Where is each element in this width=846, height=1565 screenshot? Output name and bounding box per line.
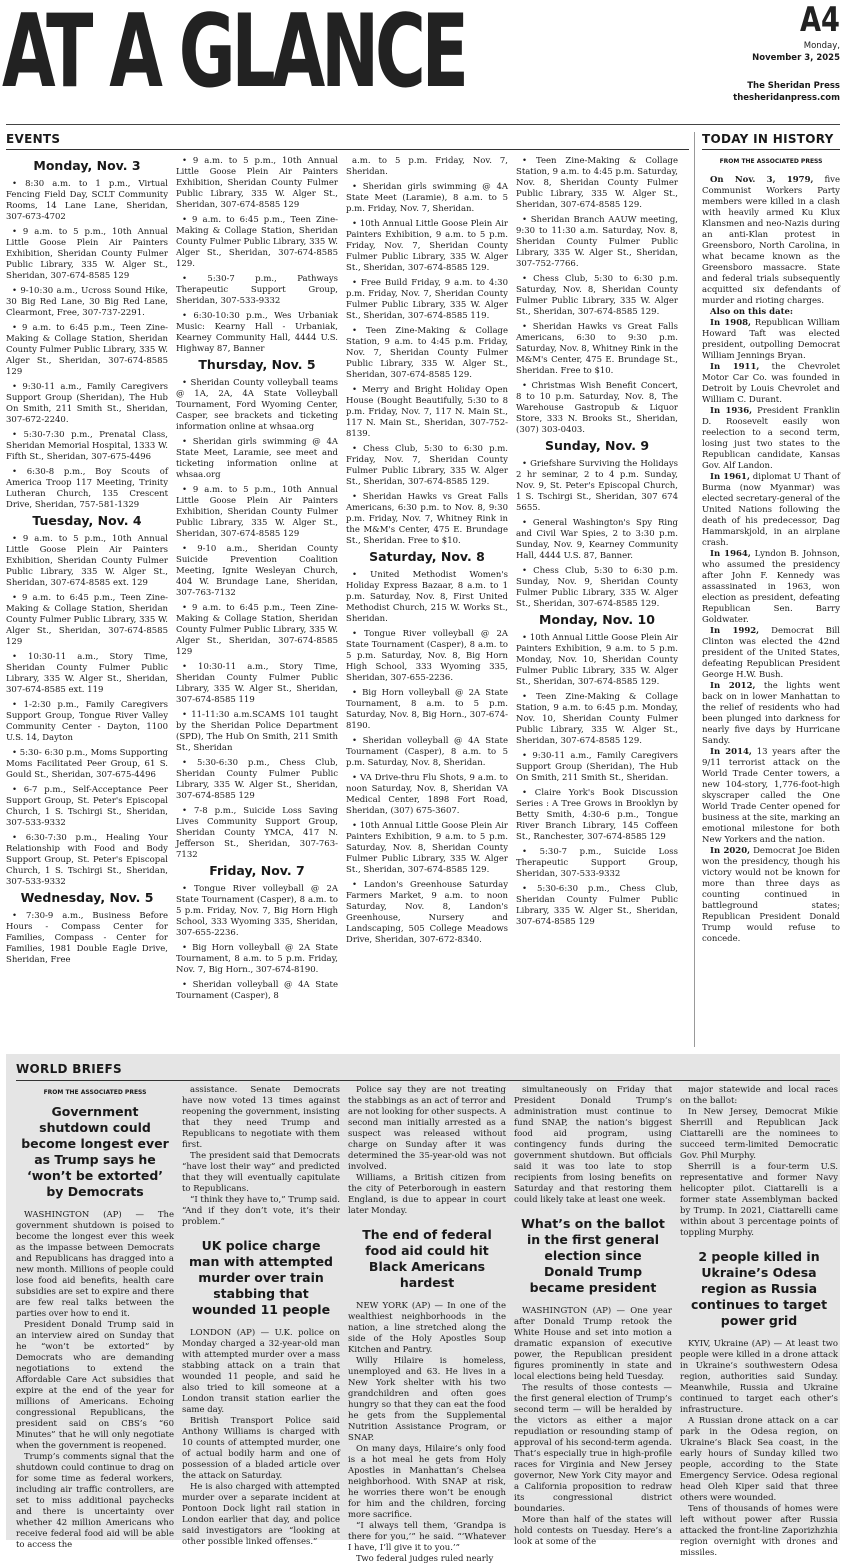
event-item: • United Methodist Women's Holiday Express Bazaar, 8 a.m. to 1 p.m. Saturday, Nov. 8, First United Methodist Church, 215 W. Works St., Sheridan.: [346, 570, 508, 624]
history-entry-text: the lights went back on in lower Manhattan to the relief of residents who had been plunged into darkness for nearly five days by Hurricane Sandy.: [702, 681, 841, 746]
brief-body: [182, 1085, 340, 1228]
day-heading: Thursday, Nov. 5: [198, 357, 316, 372]
history-entry: [702, 846, 840, 945]
event-item: • Chess Club, 5:30 to 6:30 p.m. Sunday, Nov. 9, Sheridan County Fulmer Public Library, 335 W. Alger St., Sheridan, 307-674-8585 129.: [516, 566, 678, 609]
history-entry-year: In 1964,: [710, 549, 751, 559]
issue-day: Monday,: [803, 41, 840, 51]
event-list: [176, 884, 338, 1002]
event-list: [176, 156, 338, 355]
event-item: • 6:30-10:30 p.m., Wes Urbaniak Music: Kearny Hall - Urbaniak, Kearney Community Hall, 4444 U.S. Highway 87, Banner: [176, 311, 338, 354]
event-list: [516, 459, 678, 610]
history-lead: [702, 175, 840, 307]
event-item: • 10th Annual Little Goose Plein Air Painters Exhibition, 9 a.m. to 5 p.m. Saturday, Nov. 8, Sheridan County Fulmer Public Library, 335 W. Alger St., Sheridan, 307-674-8585 129.: [346, 821, 508, 875]
event-item: • Sheridan girls swimming @ 4A State Meet, Laramie, see meet and ticketing information online at whsaa.org: [176, 437, 338, 480]
briefs-byline: FROM THE ASSOCIATED PRESS: [43, 1089, 147, 1096]
event-item: • 5:30-6:30 p.m., Chess Club, Sheridan County Fulmer Public Library, 335 W. Alger St., Sheridan, 307-674-8585 129: [176, 758, 338, 801]
event-item: • 5:30-6:30 p.m., Chess Club, Sheridan County Fulmer Public Library, 335 W. Alger St., Sheridan, 307-674-8585 129: [516, 884, 678, 927]
history-entry-text: diplomat U Thant of Burma (now Myanmar) was elected secretary-general of the United Nations following the death of his predecessor, Dag Hammarskjold, in an airplane crash.: [702, 472, 841, 548]
event-item: • Sheridan Branch AAUW meeting, 9:30 to 11:30 a.m. Saturday, Nov. 8, Sheridan County Fulmer Public Library, 335 W. Alger St., Sheridan, 307-752-7766.: [516, 215, 678, 269]
event-item: • Sheridan County volleyball teams @ 1A, 2A, 4A State Volleyball Tournament, Ford Wyoming Center, Casper, see brackets and ticketing information online at whsaa.org: [176, 378, 338, 432]
brief-paragraph: simultaneously on Friday that President Donald Trump’s administration must continue to fund SNAP, the nation’s biggest food aid program, using contingency funds during the government shutdown. But officials said it was too late to stop recipients from losing benefits on Saturday and that restoring them could likely take at least one week.: [514, 1085, 672, 1205]
brief-paragraph: NEW YORK (AP) — In one of the wealthiest neighborhoods in the nation, a line stretched along the side of the Holy Apostles Soup Kitchen and Pantry.: [348, 1301, 506, 1355]
event-list: [346, 570, 508, 946]
brief-paragraph: Two federal judges ruled nearly: [356, 1554, 494, 1564]
event-item: • Chess Club, 5:30 to 6:30 p.m. Saturday, Nov. 8, Sheridan County Fulmer Public Library, 335 W. Alger St., Sheridan, 307-674-8585 129.: [516, 274, 678, 317]
brief-body: [16, 1210, 174, 1551]
brief-paragraph: assistance. Senate Democrats have now voted 13 times against reopening the government, insisting that they need Trump and Republicans to negotiate with them first.: [182, 1085, 340, 1150]
events-column-3: [346, 156, 508, 950]
brief-column-2: [182, 1085, 340, 1548]
event-item: • Big Horn volleyball @ 2A State Tournament, 8 a.m. to 5 p.m. Saturday, Nov. 8, Big Horn., 307-674-8190.: [346, 688, 508, 731]
history-entry: [702, 549, 840, 626]
brief-body: [514, 1306, 672, 1548]
event-item: • 5:30-7:30 p.m., Prenatal Class, Sheridan Memorial Hospital, 1333 W. Fifth St., Sheridan, 307-675-4496: [6, 430, 168, 462]
brief-paragraph: LONDON (AP) — U.K. police on Monday charged a 32-year-old man with attempted murder over a mass stabbing attack on a train that wounded 11 people, and said he also tried to kill someone at a London transit station earlier the same day.: [182, 1328, 340, 1415]
event-item: • 9-10:30 a.m., Ucross Sound Hike, 30 Big Red Lane, 30 Big Red Lane, Clearmont, Free, 307-737-2291.: [6, 286, 168, 318]
event-item: • Free Build Friday, 9 a.m. to 4:30 p.m. Friday, Nov. 7, Sheridan County Fulmer Public Library, 335 W. Alger St., Sheridan, 307-674-8585 119.: [346, 278, 508, 321]
publication: [733, 80, 840, 104]
history-entry-year: In 2012,: [710, 681, 756, 691]
event-list: [6, 911, 168, 966]
history-entry: [702, 681, 840, 747]
history-entry-year: In 2014,: [710, 747, 752, 757]
event-item: • Sheridan volleyball @ 4A State Tournament (Casper), 8 a.m. to 5 p.m. Saturday, Nov. 8, Sheridan.: [346, 736, 508, 768]
event-item: • 9-10 a.m., Sheridan County Suicide Prevention Coalition Meeting, Ignite Wesleyan Church, 404 W. Brundage Lane, Sheridan, 307-763-7132: [176, 544, 338, 598]
events-column-1: [6, 156, 168, 970]
history-entry-year: In 1961,: [710, 472, 750, 482]
day-heading: Monday, Nov. 10: [539, 612, 655, 627]
masthead-rule: [6, 124, 840, 125]
event-item: • Big Horn volleyball @ 2A State Tournament, 8 a.m. to 5 p.m. Friday, Nov. 7, Big Horn., 307-674-8190.: [176, 943, 338, 975]
event-item: • 9 a.m. to 6:45 p.m., Teen Zine-Making & Collage Station, Sheridan County Fulmer Public Library, 335 W. Alger St., Sheridan, 307-674-8585 129: [6, 593, 168, 647]
history-entry-year: In 1936,: [710, 406, 753, 416]
event-item: • 9 a.m. to 6:45 p.m., Teen Zine-Making & Collage Station, Sheridan County Fulmer Public Library, 335 W. Alger St., Sheridan, 307-674-8585 129.: [176, 215, 338, 269]
event-item: • 9:30-11 a.m., Family Caregivers Support Group (Sheridan), The Hub On Smith, 211 Smith St., Sheridan.: [516, 751, 678, 783]
event-item: • Sheridan girls swimming @ 4A State Meet (Laramie), 8 a.m. to 5 p.m. Friday, Nov. 7, Sheridan.: [346, 182, 508, 214]
brief-body: [680, 1339, 838, 1559]
day-heading: Tuesday, Nov. 4: [32, 513, 142, 528]
event-item: • 10:30-11 a.m., Story Time, Sheridan County Fulmer Public Library, 335 W. Alger St., Sheridan, 307-674-8585 119: [176, 662, 338, 705]
events-header: EVENTS: [6, 132, 689, 150]
event-item: • 10th Annual Little Goose Plein Air Painters Exhibition, 9 a.m. to 5 p.m. Monday, Nov. 10, Sheridan County Fulmer Public Library, 335 W. Alger St., Sheridan, 307-674-8585 129.: [516, 633, 678, 687]
event-item: a.m. to 5 p.m. Friday, Nov. 7, Sheridan.: [346, 156, 508, 177]
day-heading: Saturday, Nov. 8: [369, 549, 485, 564]
event-list: [346, 156, 508, 547]
history-entry-text: Lyndon B. Johnson, who assumed the presidency after John F. Kennedy was assassinated in 1963, won election as president, defeating Republican Sen. Barry Goldwater.: [702, 549, 840, 625]
history-entry-year: In 2020,: [710, 846, 751, 856]
brief-paragraph: The results of those contests — the first general election of Trump’s second term — will be heralded by the victors as either a major repudiation or resounding stamp of approval of his second-term agenda. That’s especially true in high-profile races for Virginia and New Jersey governor, New York City mayor and a California proposition to redraw its congressional district boundaries.: [514, 1383, 672, 1514]
events-section: [6, 132, 689, 1047]
brief-column-1: [16, 1085, 174, 1551]
history-entry: [702, 472, 840, 549]
column-divider: [694, 132, 695, 1047]
event-item: • 9 a.m. to 5 p.m., 10th Annual Little Goose Plein Air Painters Exhibition, Sheridan County Fulmer Public Library, 335 W. Alger St., Sheridan, 307-674-8585 129: [6, 227, 168, 281]
event-list: [6, 179, 168, 511]
event-item: • Sheridan Hawks vs Great Falls Americans, 6:30 to 9:30 p.m. Saturday, Nov. 8, Whitney Rink in the M&M's Center, 475 E. Brundage St., Sheridan. Free to $10.: [516, 322, 678, 376]
history-entry-year: In 1908,: [710, 318, 751, 328]
brief-paragraph: A Russian drone attack on a car park in the Odesa region, on Ukraine’s Black Sea coast, in the early hours of Sunday killed two people, according to the State Emergency Service. Odesa regional head Oleh Kiper said that three others were wounded.: [680, 1416, 838, 1503]
brief-column-3: [348, 1085, 506, 1565]
history-body: [702, 175, 840, 945]
history-header: TODAY IN HISTORY: [702, 132, 840, 150]
event-item: • Merry and Bright Holiday Open House (Bought Beautifully, 5:30 to 8 p.m. Friday, Nov. 7, 117 N. Main St., 117 N. Main St., Sheridan, 307-752-8139.: [346, 385, 508, 439]
brief-body: [514, 1085, 672, 1206]
history-entry-text: Republican William Howard Taft was elected president, outpolling Democrat William Jennings Bryan.: [702, 318, 840, 361]
event-item: • Tongue River volleyball @ 2A State Tournament (Casper), 8 a.m. to 5 p.m. Friday, Nov. 7, Big Horn High School, 333 Wyoming 335, Sheridan, 307-655-2236.: [176, 884, 338, 938]
event-item: • 9:30-11 a.m., Family Caregivers Support Group (Sheridan), The Hub On Smith, 211 Smith St., Sheridan, 307-672-2240.: [6, 382, 168, 425]
brief-paragraph: Williams, a British citizen from the city of Peterborough in eastern England, is due to appear in court later Monday.: [348, 1173, 506, 1216]
history-entry-text: President Franklin D. Roosevelt easily won reelection to a second term, losing just two states to the Republican candidate, Kansas Gov. Alf Landon.: [702, 406, 840, 471]
event-item: • Teen Zine-Making & Collage Station, 9 a.m. to 4:45 p.m. Friday, Nov. 7, Sheridan County Fulmer Public Library, 335 W. Alger St., Sheridan, 307-674-8585 129.: [346, 326, 508, 380]
event-item: • 11-11:30 a.m.SCAMS 101 taught by the Sheridan Police Department (SPD), The Hub On Smith, 211 Smith St., Sheridan: [176, 710, 338, 753]
brief-paragraph: WASHINGTON (AP) — The government shutdown is poised to become the longest ever this week as the impasse between Democrats and Republicans has dragged into a new month. Millions of people could lose food aid benefits, health care subsidies are set to expire and there are few real talks between the parties over how to end it.: [16, 1210, 174, 1319]
event-item: • 5:30-7 p.m., Pathways Therapeutic Support Group, Sheridan, 307-533-9332: [176, 274, 338, 306]
event-list: [516, 633, 678, 928]
events-column-4: [516, 156, 678, 932]
brief-paragraph: Trump’s comments signal that the shutdown could continue to drag on for some time as federal workers, including air traffic controllers, are set to miss additional paychecks and there is uncertainty over whether 42 million Americans who receive federal food aid will be able to access the: [16, 1452, 174, 1550]
brief-body: [348, 1085, 506, 1217]
event-item: • Teen Zine-Making & Collage Station, 9 a.m. to 6:45 p.m. Monday, Nov. 10, Sheridan County Fulmer Public Library, 335 W. Alger St., Sheridan, 307-674-8585 129.: [516, 692, 678, 746]
issue-date-text: November 3, 2025: [752, 53, 840, 63]
brief-paragraph: WASHINGTON (AP) — One year after Donald Trump retook the White House and set into motion a dramatic expansion of executive power, the Republican president figures prominently in state and local elections being held Tuesday.: [514, 1306, 672, 1382]
history-entry-year: In 1911,: [710, 362, 760, 372]
event-item: • Landon's Greenhouse Saturday Farmers Market, 9 a.m. to noon Saturday, Nov. 8, Landon's Greenhouse, Nursery and Landscaping, 505 College Meadows Drive, Sheridan, 307-672-8340.: [346, 880, 508, 945]
day-heading: Wednesday, Nov. 5: [20, 890, 154, 905]
brief-paragraph: major statewide and local races on the ballot:: [680, 1085, 838, 1106]
event-item: • 10:30-11 a.m., Story Time, Sheridan County Fulmer Public Library, 335 W. Alger St., Sheridan, 307-674-8585 ext. 119: [6, 652, 168, 695]
history-entry-text: 13 years after the 9/11 terrorist attack on the World Trade Center towers, a new 104-story, 1,776-foot-high skyscraper called the One World Trade Center opened for business at the site, marking an emotional milestone for both New Yorkers and the nation.: [702, 747, 841, 845]
issue-date: [752, 40, 840, 64]
event-item: • 1-2:30 p.m., Family Caregivers Support Group, Tongue River Valley Community Center - Dayton, 1100 U.S. 14, Dayton: [6, 700, 168, 743]
history-entry: [702, 406, 840, 472]
brief-paragraph: On many days, Hilaire’s only food is a hot meal he gets from Holy Apostles in Manhattan’s Chelsea neighborhood. With SNAP at risk, he worries there won’t be enough for him and the children, forcing more sacrifice.: [348, 1444, 506, 1520]
history-entry: [702, 362, 840, 406]
brief-paragraph: In New Jersey, Democrat Mikie Sherrill and Republican Jack Ciattarelli are the nominees to succeed term-limited Democratic Gov. Phil Murphy.: [680, 1107, 838, 1161]
event-item: • General Washington's Spy Ring and Civil War Spies, 2 to 3:30 p.m. Sunday, Nov. 9, Kearney Community Hall, 4444 U.S. 87, Banner.: [516, 518, 678, 561]
publication-name: The Sheridan Press: [747, 81, 840, 91]
brief-body: [348, 1301, 506, 1565]
event-item: • 9 a.m. to 6:45 p.m., Teen Zine-Making & Collage Station, Sheridan County Fulmer Public Library, 335 W. Alger St., Sheridan, 307-674-8585 129: [176, 603, 338, 657]
event-item: • 6-7 p.m., Self-Acceptance Peer Support Group, St. Peter's Episcopal Church, 1 S. Tschirgi St., Sheridan, 307-533-9332: [6, 785, 168, 828]
event-list: [516, 156, 678, 436]
brief-paragraph: President Donald Trump said in an interview aired on Sunday that he “won’t be extorted” by Democrats who are demanding negotiations to extend the Affordable Care Act subsidies that expire at the end of the year for millions of Americans. Echoing congressional Republicans, the president said on CBS’s “60 Minutes” that he will only negotiate when the government is reopened.: [16, 1320, 174, 1451]
event-item: • 6:30-7:30 p.m., Healing Your Relationship with Food and Body Support Group, St. Peter's Episcopal Church, 1 S. Tschirgi St., Sheridan, 307-533-9332: [6, 833, 168, 887]
event-item: • Sheridan volleyball @ 4A State Tournament (Casper), 8: [176, 980, 338, 1001]
brief-headline: What’s on the ballot in the first general election since Donald Trump became president: [521, 1216, 665, 1295]
event-list: [176, 378, 338, 861]
brief-paragraph: More than half of the states will hold contests on Tuesday. Here’s a look at some of the: [514, 1515, 672, 1547]
event-item: • 5:30-7 p.m., Suicide Loss Therapeutic Support Group, Sheridan, 307-533-9332: [516, 847, 678, 879]
brief-paragraph: The president said that Democrats “have lost their way” and predicted that they will eventually capitulate to Republicans.: [182, 1151, 340, 1194]
brief-paragraph: Willy Hilaire is homeless, unemployed and 63. He lives in a New York shelter with his two grandchildren and often goes hungry so that they can eat the food he gets from the Supplemental Nutrition Assistance Program, or SNAP.: [348, 1356, 506, 1443]
brief-paragraph: Tens of thousands of homes were left without power after Russia attacked the front-line Zaporizhzhia region overnight with drones and missiles.: [680, 1504, 838, 1558]
brief-paragraph: Police say they are not treating the stabbings as an act of terror and are not looking for other suspects. A second man initially arrested as a suspect was released without charge on Sunday after it was determined the 35-year-old was not involved.: [348, 1085, 506, 1172]
event-item: • Sheridan Hawks vs Great Falls Americans, 6:30 p.m. to Nov. 8, 9:30 p.m. Friday, Nov. 7, Whitney Rink in the M&M's Center, 475 E. Brundage St., Sheridan. Free to $10.: [346, 492, 508, 546]
event-item: • VA Drive-thru Flu Shots, 9 a.m. to noon Saturday, Nov. 8, Sheridan VA Medical Center, 1898 Fort Road, Sheridan, (307) 675-3607.: [346, 773, 508, 816]
brief-paragraph: He is also charged with attempted murder over a separate incident at Pontoon Dock light rail station in London earlier that day, and police said investigators are “looking at other possible linked offenses.”: [182, 1482, 340, 1547]
event-item: • 7-8 p.m., Suicide Loss Saving Lives Community Support Group, Sheridan County YMCA, 417 N. Jefferson St., Sheridan, 307-763-7132: [176, 806, 338, 860]
history-lead-date: On Nov. 3, 1979,: [710, 175, 814, 185]
section-title: AT A GLANCE: [2, 0, 465, 110]
event-item: • Claire York's Book Discussion Series : A Tree Grows in Brooklyn by Betty Smith, 4:30-6 p.m., Tongue River Branch Library, 145 Coffeen St., Ranchester, 307-674-8585 129: [516, 788, 678, 842]
event-item: • 9 a.m. to 5 p.m., 10th Annual Little Goose Plein Air Painters Exhibition, Sheridan County Fulmer Public Library, 335 W. Alger St., Sheridan, 307-674-8585 ext. 129: [6, 534, 168, 588]
brief-paragraph: “I think they have to,” Trump said. “And if they don’t vote, it’s their problem.”: [182, 1195, 340, 1227]
brief-paragraph: British Transport Police said Anthony Williams is charged with 10 counts of attempted murder, one of actual bodily harm and one of possession of a bladed article over the attack on Saturday.: [182, 1416, 340, 1481]
brief-headline: The end of federal food aid could hit Black Americans hardest: [362, 1227, 492, 1290]
world-briefs: [6, 1054, 840, 1564]
masthead: [0, 0, 846, 126]
brief-column-4: [514, 1085, 672, 1548]
history-entries: [702, 318, 840, 945]
brief-paragraph: “I always tell them, ‘Grandpa is there for you,’” he said. “‘Whatever I have, I’ll give it to you.’”: [348, 1521, 506, 1553]
event-item: • 9 a.m. to 5 p.m., 10th Annual Little Goose Plein Air Painters Exhibition, Sheridan County Fulmer Public Library, 335 W. Alger St., Sheridan, 307-674-8585 129: [176, 485, 338, 539]
brief-column-5: [680, 1085, 838, 1559]
history-entry-text: Democrat Joe Biden won the presidency, though his victory would not be known for more than three days as counting continued in battleground states; Republican President Donald Trump would refuse to concede.: [702, 846, 840, 944]
brief-headline: UK police charge man with attempted murder over train stabbing that wounded 11 people: [188, 1238, 333, 1317]
event-item: • 6:30-8 p.m., Boy Scouts of America Troop 117 Meeting, Trinity Lutheran Church, 135 Crescent Drive, Sheridan, 757-581-1329: [6, 467, 168, 510]
day-heading: Sunday, Nov. 9: [544, 438, 650, 453]
event-item: • 7:30-9 a.m., Business Before Hours - Compass Center for Families, Compass - Center for Families, 1981 Double Eagle Drive, Sheridan, Free: [6, 911, 168, 965]
event-item: • Christmas Wish Benefit Concert, 8 to 10 p.m. Saturday, Nov. 8, The Warehouse Gastropub & Liquor Store, 333 N. Brooks St., Sheridan, (307) 303-0403.: [516, 381, 678, 435]
event-item: • 10th Annual Little Goose Plein Air Painters Exhibition, 9 a.m. to 5 p.m. Friday, Nov. 7, Sheridan County Fulmer Public Library, 335 W. Alger St., Sheridan, 307-674-8585 129.: [346, 219, 508, 273]
brief-body: [680, 1085, 838, 1239]
day-heading: Monday, Nov. 3: [33, 158, 141, 173]
page-number: A4: [800, 0, 840, 40]
event-item: • Griefshare Surviving the Holidays 2 hr seminar, 2 to 4 p.m. Sunday, Nov. 9, St. Peter's Episcopal Church, 1 S. Tschirgi St., Sheridan, 307 674 5655.: [516, 459, 678, 513]
event-item: • 5:30- 6:30 p.m., Moms Supporting Moms Facilitated Peer Group, 61 S. Gould St., Sheridan, 307-675-4496: [6, 748, 168, 780]
briefs-header: WORLD BRIEFS: [16, 1062, 830, 1081]
brief-body: [182, 1328, 340, 1548]
history-entry: [702, 747, 840, 846]
today-in-history: [702, 132, 840, 1047]
event-list: [6, 534, 168, 888]
history-entry-text: Democrat Bill Clinton was elected the 42nd president of the United States, defeating Republican President George H.W. Bush.: [702, 626, 840, 680]
event-item: • Chess Club, 5:30 to 6:30 p.m. Friday, Nov. 7, Sheridan County Fulmer Public Library, 335 W. Alger St., Sheridan, 307-674-8585 129.: [346, 444, 508, 487]
history-entry-text: the Chevrolet Motor Car Co. was founded in Detroit by Louis Chevrolet and William C. Durant.: [702, 362, 840, 405]
history-entry: [702, 318, 840, 362]
event-item: • 9 a.m. to 6:45 p.m., Teen Zine-Making & Collage Station, Sheridan County Fulmer Public Library, 335 W. Alger St., Sheridan, 307-674-8585 129: [6, 323, 168, 377]
history-byline: FROM THE ASSOCIATED PRESS: [719, 158, 823, 165]
brief-paragraph: KYIV, Ukraine (AP) — At least two people were killed in a drone attack in Ukraine’s southwestern Odesa region, authorities said Sunday. Meanwhile, Russia and Ukraine continued to target each other’s infrastructure.: [680, 1339, 838, 1415]
history-also-label: Also on this date:: [710, 307, 794, 317]
day-heading: Friday, Nov. 7: [209, 863, 305, 878]
event-item: • 8:30 a.m. to 1 p.m., Virtual Fencing Field Day, SCLT Community Rooms, 14 Lane Lane, Sheridan, 307-673-4702: [6, 179, 168, 222]
event-item: • Tongue River volleyball @ 2A State Tournament (Casper), 8 a.m. to 5 p.m. Saturday, Nov. 8, Big Horn High School, 333 Wyoming 335, Sheridan, 307-655-2236.: [346, 629, 508, 683]
brief-headline: 2 people killed in Ukraine’s Odesa region as Russia continues to target power grid: [690, 1249, 828, 1328]
brief-headline: Government shutdown could become longest ever as Trump says he ‘won’t be extorted’ by Democrats: [21, 1104, 169, 1199]
events-column-2: [176, 156, 338, 1006]
event-item: • Teen Zine-Making & Collage Station, 9 a.m. to 4:45 p.m. Saturday, Nov. 8, Sheridan County Fulmer Public Library, 335 W. Alger St., Sheridan, 307-674-8585 129.: [516, 156, 678, 210]
history-entry: [702, 626, 840, 681]
brief-paragraph: Sherrill is a four-term U.S. representative and former Navy helicopter pilot. Ciattarelli is a former state Assemblyman backed by Trump. In 2021, Ciattarelli came within about 3 percentage points of toppling Murphy.: [680, 1162, 838, 1238]
event-item: • 9 a.m. to 5 p.m., 10th Annual Little Goose Plein Air Painters Exhibition, Sheridan County Fulmer Public Library, 335 W. Alger St., Sheridan, 307-674-8585 129: [176, 156, 338, 210]
history-entry-year: In 1992,: [710, 626, 760, 636]
history-lead-text: five Communist Workers Party members were killed in a clash with heavily armed Ku Klux Klansmen and neo-Nazis during an anti-Klan protest in Greensboro, North Carolina, in what became known as the Greensboro massacre. State and federal trials subsequently acquitted six defendants of murder and rioting charges.: [702, 175, 840, 306]
publication-website: thesheridanpress.com: [733, 93, 840, 103]
